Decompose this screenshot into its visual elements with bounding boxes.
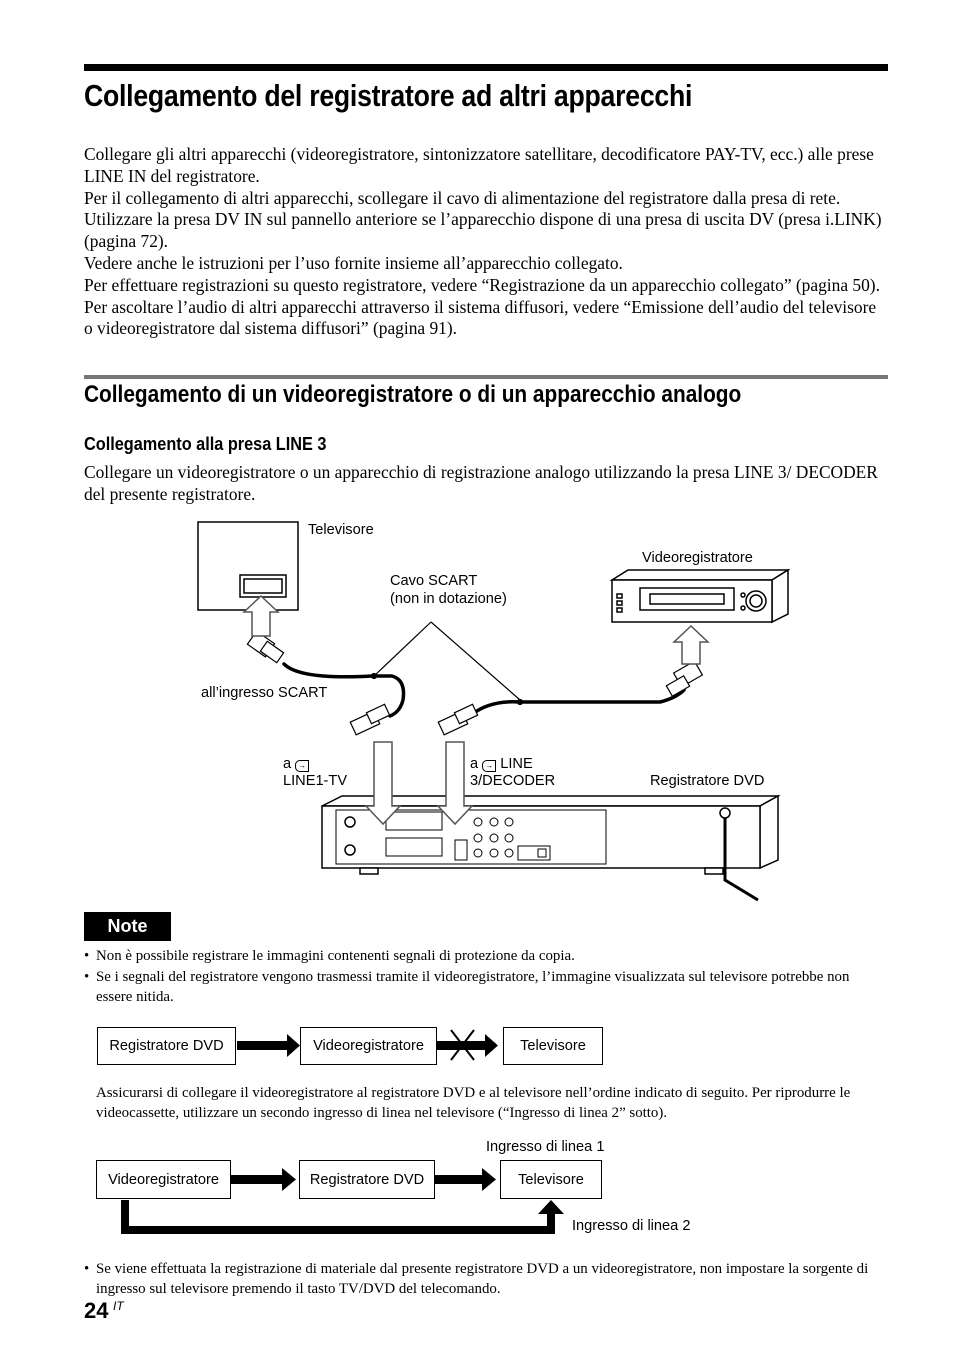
input2-label: Ingresso di linea 2	[572, 1218, 691, 1234]
section-title: Collegamento di un videoregistratore o di un apparecchio analogo	[84, 381, 742, 408]
cable-label: Cavo SCART	[390, 573, 478, 589]
input-arrow-icon: →	[482, 760, 496, 772]
flow1-dvd-box: Registratore DVD	[97, 1027, 236, 1065]
subsection-text: Collegare un videoregistratore o un apparecchio di registrazione analogo utilizzando la presa LINE 3/ DECODER del presente registratore.	[84, 462, 878, 504]
arrow-to-line1-icon	[366, 742, 400, 824]
note-bullet: • Se i segnali del registratore vengono trasmessi tramite il videoregistratore, l’immagine visualizzata sul televisore potrebbe non essere nitida.	[84, 968, 850, 1005]
flow1-tv-box: Televisore	[503, 1027, 603, 1065]
scart-cable-vcr	[471, 690, 684, 715]
tv-label: Televisore	[308, 522, 374, 538]
vcr-label: Videoregistratore	[642, 550, 753, 566]
scart-plug	[350, 704, 389, 735]
input1-label: Ingresso di linea 1	[486, 1139, 605, 1155]
note-bullet-text: Se i segnali del registratore vengono trasmessi tramite il videoregistratore, l’immagine visualizzata sul televisore potrebbe non essere nitida.	[96, 968, 850, 1005]
flow1-vcr-box: Videoregistratore	[300, 1027, 437, 1065]
vcr-icon	[612, 570, 788, 622]
intro-paragraph: Per il collegamento di altri apparecchi, scollegare il cavo di alimentazione del registratore dalla presa di rete.	[84, 187, 841, 208]
line1-a: a	[283, 756, 292, 772]
line1-label	[283, 756, 309, 773]
note-bullet: • Non è possibile registrare le immagini contenenti segnali di protezione da copia.	[84, 948, 575, 964]
note-bullet-text: Se viene effettuata la registrazione di materiale dal presente registratore DVD a un videoregistratore, non impostare la sorgente di ingresso sul televisore premendo il tasto TV/DVD del telecomando.	[96, 1261, 869, 1297]
note-bullets	[84, 946, 888, 1008]
input-arrow-icon: →	[295, 760, 309, 772]
line3-a: a	[470, 756, 479, 772]
arrow-to-vcr-icon	[674, 626, 708, 664]
dvd-recorder-label: Registratore DVD	[650, 773, 765, 789]
scart-input-label: all’ingresso SCART	[201, 685, 328, 701]
scart-plug	[438, 704, 477, 735]
intro-paragraph: Utilizzare la presa DV IN sul pannello anteriore se l’apparecchio dispone di una presa di uscita DV (presa i.LINK) (pagina 72).	[84, 209, 882, 252]
note-badge: Note	[84, 912, 171, 941]
intro-paragraph: Vedere anche le istruzioni per l’uso fornite insieme all’apparecchio collegato.	[84, 252, 623, 273]
subsection-title: Collegamento alla presa LINE 3	[84, 433, 327, 454]
line1-tv-label: LINE1-TV	[283, 773, 348, 789]
note-bullet: • Se viene effettuata la registrazione di materiale dal presente registratore DVD a un videoregistratore, non impostare la sorgente di ingresso sul televisore premendo il tasto TV/DVD del telecomando.	[84, 1261, 869, 1297]
page-number-suffix: IT	[113, 1299, 124, 1313]
note-bullet-text: Non è possibile registrare le immagini contenenti segnali di protezione da copia.	[96, 948, 575, 964]
line3-decoder-label: 3/DECODER	[470, 773, 556, 789]
cable-note-label: (non in dotazione)	[390, 591, 507, 607]
flow2-dvd-box: Registratore DVD	[299, 1160, 435, 1199]
arrow-to-line3-icon	[438, 742, 472, 824]
line3-label	[470, 756, 533, 773]
intro-paragraph: Per effettuare registrazioni su questo registratore, vedere “Registrazione da un apparecchio collegato” (pagina 50). Per ascoltare l’audio di altri apparecchi attraverso il sistema diffusori, vedere “Emissione dell’audio del televisore o videoregistratore dal sistema diffusori” (pagina 91).	[84, 274, 880, 339]
page-title: Collegamento del registratore ad altri apparecchi	[84, 78, 693, 113]
flow2-tv-box: Televisore	[500, 1160, 602, 1199]
line3-line-text: LINE	[500, 756, 533, 772]
note-paragraph: Assicurarsi di collegare il videoregistratore al registratore DVD e al televisore nell’ordine indicato di seguito. Per riprodurre le videocassette, utilizzare un secondo ingresso di linea nel televisore (“Ingresso di linea 2” sotto).	[96, 1085, 851, 1121]
intro-paragraph: Collegare gli altri apparecchi (videoregistratore, sintonizzatore satellitare, decodificatore PAY-TV, ecc.) alle prese LINE IN del registratore.	[84, 144, 874, 186]
flow2-vcr-box: Videoregistratore	[96, 1160, 231, 1199]
page-number: 24	[84, 1298, 109, 1323]
